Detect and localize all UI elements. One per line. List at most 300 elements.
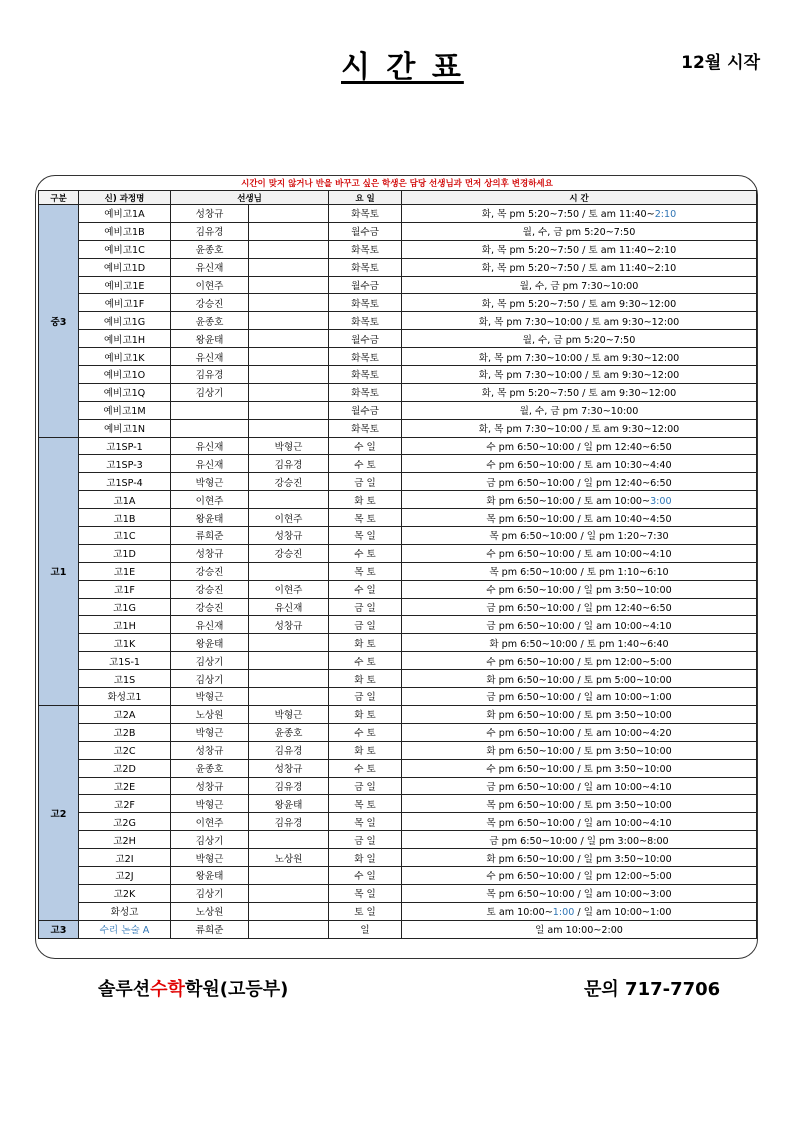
days-cell: 화목토	[329, 240, 402, 258]
days-cell: 화목토	[329, 419, 402, 437]
table-row	[39, 580, 757, 598]
time-text: 화 pm 6:50~10:00 / 토 pm 3:50~10:00	[486, 746, 672, 758]
days-cell: 화 토	[329, 705, 402, 723]
teacher2-cell	[249, 276, 329, 294]
teacher-cell: 윤종호	[171, 759, 249, 777]
days-cell: 화목토	[329, 205, 402, 223]
table-row	[39, 920, 757, 938]
course-cell: 예비고1D	[79, 258, 171, 276]
time-text: 금 pm 6:50~10:00 / 일 pm 3:00~8:00	[489, 835, 669, 847]
teacher2-cell: 이현주	[249, 509, 329, 527]
teacher-cell: 류희준	[171, 527, 249, 545]
table-row	[39, 616, 757, 634]
time-cell	[402, 866, 757, 884]
teacher2-cell	[249, 312, 329, 330]
table-row	[39, 705, 757, 723]
table-row	[39, 348, 757, 366]
time-cell	[402, 670, 757, 688]
time-cell	[402, 527, 757, 545]
teacher-cell: 성창규	[171, 544, 249, 562]
grade-cell: 중3	[39, 205, 79, 438]
teacher-cell: 김유경	[171, 366, 249, 384]
time-text: 금 pm 6:50~10:00 / 일 am 10:00~4:10	[486, 620, 672, 632]
time-text: 화 pm 6:50~10:00 / 일 pm 3:50~10:00	[486, 853, 672, 865]
teacher-cell: 유신재	[171, 258, 249, 276]
course-cell: 고1SP-3	[79, 455, 171, 473]
teacher2-cell	[249, 258, 329, 276]
table-row	[39, 652, 757, 670]
table-row	[39, 401, 757, 419]
table-header-row	[39, 191, 757, 205]
time-cell	[402, 240, 757, 258]
days-cell: 수 일	[329, 437, 402, 455]
table-row	[39, 795, 757, 813]
table-row	[39, 419, 757, 437]
time-cell	[402, 491, 757, 509]
time-cell	[402, 705, 757, 723]
days-cell: 화목토	[329, 258, 402, 276]
teacher-cell: 김상기	[171, 884, 249, 902]
time-cell	[402, 348, 757, 366]
days-cell: 목 일	[329, 527, 402, 545]
teacher-cell: 박형근	[171, 473, 249, 491]
table-row	[39, 366, 757, 384]
time-cell	[402, 366, 757, 384]
table-row	[39, 222, 757, 240]
teacher-cell: 왕윤태	[171, 634, 249, 652]
teacher-cell: 유신재	[171, 616, 249, 634]
time-text-tail: / 일 am 10:00~1:00	[577, 907, 672, 919]
course-cell: 고1B	[79, 509, 171, 527]
teacher2-cell	[249, 831, 329, 849]
time-text: 수 pm 6:50~10:00 / 일 pm 3:50~10:00	[486, 585, 672, 597]
course-cell: 고1G	[79, 598, 171, 616]
course-cell: 고1SP-4	[79, 473, 171, 491]
table-row	[39, 240, 757, 258]
schedule-body	[39, 205, 757, 939]
days-cell: 수 토	[329, 544, 402, 562]
time-cell	[402, 383, 757, 401]
course-cell: 예비고1E	[79, 276, 171, 294]
table-row	[39, 509, 757, 527]
table-row	[39, 670, 757, 688]
course-cell: 고1E	[79, 562, 171, 580]
teacher-cell: 유신재	[171, 455, 249, 473]
table-row	[39, 902, 757, 920]
days-cell: 수 토	[329, 759, 402, 777]
time-cell	[402, 276, 757, 294]
course-cell: 고2G	[79, 813, 171, 831]
teacher-cell: 왕윤태	[171, 866, 249, 884]
days-cell: 화 토	[329, 741, 402, 759]
course-cell: 예비고1G	[79, 312, 171, 330]
teacher2-cell: 김유경	[249, 813, 329, 831]
teacher-cell: 김상기	[171, 831, 249, 849]
time-cell	[402, 205, 757, 223]
teacher2-cell: 성창규	[249, 759, 329, 777]
time-cell	[402, 473, 757, 491]
teacher-cell	[171, 419, 249, 437]
time-text: 수 pm 6:50~10:00 / 토 am 10:00~4:10	[486, 549, 672, 561]
course-cell: 예비고1C	[79, 240, 171, 258]
teacher2-cell: 성창규	[249, 616, 329, 634]
days-cell: 화목토	[329, 348, 402, 366]
days-cell: 금 일	[329, 777, 402, 795]
time-text: 금 pm 6:50~10:00 / 일 am 10:00~4:10	[486, 781, 672, 793]
time-text: 수 pm 6:50~10:00 / 토 pm 12:00~5:00	[486, 656, 672, 668]
teacher-cell: 윤종호	[171, 240, 249, 258]
course-cell: 예비고1F	[79, 294, 171, 312]
time-text: 목 pm 6:50~10:00 / 토 pm 3:50~10:00	[486, 799, 672, 811]
teacher2-cell	[249, 240, 329, 258]
time-highlight: 3:00	[650, 495, 672, 507]
teacher-cell: 김유경	[171, 222, 249, 240]
teacher2-cell: 김유경	[249, 777, 329, 795]
days-cell: 수 토	[329, 455, 402, 473]
days-cell: 금 일	[329, 688, 402, 706]
time-cell	[402, 616, 757, 634]
teacher2-cell: 박형근	[249, 705, 329, 723]
teacher2-cell	[249, 884, 329, 902]
course-cell: 예비고1K	[79, 348, 171, 366]
time-cell	[402, 312, 757, 330]
time-cell	[402, 580, 757, 598]
course-cell: 고1S	[79, 670, 171, 688]
days-cell: 목 토	[329, 509, 402, 527]
time-text: 목 pm 6:50~10:00 / 토 pm 1:10~6:10	[489, 567, 669, 579]
teacher-cell: 왕윤태	[171, 330, 249, 348]
table-row	[39, 866, 757, 884]
teacher-cell: 왕윤태	[171, 509, 249, 527]
teacher2-cell	[249, 866, 329, 884]
course-cell: 화성고	[79, 902, 171, 920]
days-cell: 월수금	[329, 330, 402, 348]
header-grade: 구분	[39, 191, 79, 205]
time-text: 목 pm 6:50~10:00 / 일 am 10:00~3:00	[486, 889, 672, 901]
time-cell	[402, 455, 757, 473]
table-row	[39, 688, 757, 706]
time-cell	[402, 419, 757, 437]
header-course: 신) 과정명	[79, 191, 171, 205]
teacher2-cell	[249, 348, 329, 366]
teacher2-cell	[249, 902, 329, 920]
table-row	[39, 491, 757, 509]
table-row	[39, 473, 757, 491]
teacher-cell: 김상기	[171, 383, 249, 401]
teacher2-cell: 김유경	[249, 741, 329, 759]
table-row	[39, 258, 757, 276]
days-cell: 월수금	[329, 276, 402, 294]
time-text: 화 pm 6:50~10:00 / 토 pm 5:00~10:00	[486, 674, 672, 686]
time-text: 월, 수, 금 pm 5:20~7:50	[522, 227, 636, 239]
teacher2-cell	[249, 401, 329, 419]
notice-text: 시간이 맞지 않거나 반을 바꾸고 싶은 학생은 담당 선생님과 먼저 상의후 변경하세요	[241, 179, 553, 189]
course-cell: 수리 논술 A	[79, 920, 171, 938]
teacher-cell: 강승진	[171, 598, 249, 616]
time-text: 화 pm 6:50~10:00 / 토 pm 3:50~10:00	[486, 710, 672, 722]
table-row	[39, 544, 757, 562]
table-row	[39, 330, 757, 348]
time-text: 화 pm 6:50~10:00 / 토 pm 1:40~6:40	[489, 638, 669, 650]
time-text: 금 pm 6:50~10:00 / 일 pm 12:40~6:50	[486, 603, 672, 615]
course-cell: 고2K	[79, 884, 171, 902]
time-text: 화, 목 pm 5:20~7:50 / 토 am 9:30~12:00	[481, 298, 677, 310]
time-highlight: 1:00	[552, 907, 575, 919]
time-text: 금 pm 6:50~10:00 / 일 am 10:00~1:00	[486, 692, 672, 704]
time-cell	[402, 902, 757, 920]
teacher-cell: 박형근	[171, 723, 249, 741]
table-row	[39, 831, 757, 849]
time-cell	[402, 258, 757, 276]
teacher2-cell	[249, 383, 329, 401]
teacher-cell: 유신재	[171, 348, 249, 366]
course-cell: 고2F	[79, 795, 171, 813]
time-text: 수 pm 6:50~10:00 / 일 pm 12:00~5:00	[486, 871, 672, 883]
table-row	[39, 741, 757, 759]
course-cell: 고2D	[79, 759, 171, 777]
days-cell: 금 일	[329, 831, 402, 849]
page-title: 시 간 표	[341, 50, 464, 85]
time-text: 화 pm 6:50~10:00 / 토 am 10:00~	[486, 495, 651, 507]
contact-phone: 문의 717-7706	[584, 979, 721, 1000]
teacher2-cell	[249, 562, 329, 580]
days-cell: 화목토	[329, 312, 402, 330]
course-cell: 고2I	[79, 849, 171, 867]
time-cell	[402, 509, 757, 527]
days-cell: 수 일	[329, 580, 402, 598]
table-row	[39, 777, 757, 795]
time-cell	[402, 330, 757, 348]
days-cell: 목 토	[329, 562, 402, 580]
time-cell	[402, 437, 757, 455]
time-text: 월, 수, 금 pm 7:30~10:00	[519, 406, 639, 418]
teacher-cell: 성창규	[171, 205, 249, 223]
time-cell	[402, 562, 757, 580]
start-note: 12월 시작	[681, 53, 760, 73]
time-cell	[402, 634, 757, 652]
course-cell: 고1H	[79, 616, 171, 634]
table-row	[39, 849, 757, 867]
course-cell: 예비고1Q	[79, 383, 171, 401]
time-text: 화, 목 pm 5:20~7:50 / 토 am 11:40~	[481, 209, 655, 221]
course-cell: 고1K	[79, 634, 171, 652]
time-cell	[402, 920, 757, 938]
days-cell: 화목토	[329, 366, 402, 384]
table-row	[39, 312, 757, 330]
course-cell: 고1SP-1	[79, 437, 171, 455]
time-cell	[402, 723, 757, 741]
days-cell: 화 일	[329, 849, 402, 867]
academy-name-part: 학원(고등부)	[184, 979, 289, 1000]
time-cell	[402, 598, 757, 616]
teacher2-cell	[249, 652, 329, 670]
course-cell: 고1C	[79, 527, 171, 545]
teacher2-cell	[249, 294, 329, 312]
teacher-cell: 강승진	[171, 294, 249, 312]
teacher-cell: 박형근	[171, 688, 249, 706]
teacher-cell	[171, 401, 249, 419]
teacher2-cell	[249, 920, 329, 938]
time-cell	[402, 652, 757, 670]
time-cell	[402, 401, 757, 419]
grade-cell: 고2	[39, 705, 79, 920]
time-cell	[402, 544, 757, 562]
time-cell	[402, 884, 757, 902]
course-cell: 고2C	[79, 741, 171, 759]
time-text: 수 pm 6:50~10:00 / 일 pm 12:40~6:50	[486, 442, 672, 454]
time-text: 수 pm 6:50~10:00 / 토 pm 3:50~10:00	[486, 764, 672, 776]
teacher2-cell	[249, 205, 329, 223]
time-cell	[402, 813, 757, 831]
teacher2-cell: 김유경	[249, 455, 329, 473]
teacher2-cell	[249, 419, 329, 437]
teacher2-cell: 이현주	[249, 580, 329, 598]
teacher-cell: 강승진	[171, 562, 249, 580]
academy-name	[98, 975, 288, 1001]
days-cell: 금 일	[329, 616, 402, 634]
days-cell: 화목토	[329, 294, 402, 312]
grade-cell: 고3	[39, 920, 79, 938]
teacher-cell: 김상기	[171, 670, 249, 688]
table-row	[39, 562, 757, 580]
time-text: 화, 목 pm 7:30~10:00 / 토 am 9:30~12:00	[478, 424, 680, 436]
academy-name-part: 솔루션	[98, 979, 151, 1000]
time-text: 금 pm 6:50~10:00 / 일 pm 12:40~6:50	[486, 477, 672, 489]
teacher2-cell: 성창규	[249, 527, 329, 545]
table-row	[39, 634, 757, 652]
time-text: 목 pm 6:50~10:00 / 일 am 10:00~4:10	[486, 817, 672, 829]
table-row	[39, 527, 757, 545]
teacher2-cell: 유신재	[249, 598, 329, 616]
days-cell: 월수금	[329, 401, 402, 419]
course-cell: 예비고1H	[79, 330, 171, 348]
course-cell: 예비고1N	[79, 419, 171, 437]
teacher2-cell: 윤종호	[249, 723, 329, 741]
course-cell: 고2J	[79, 866, 171, 884]
days-cell: 화 토	[329, 670, 402, 688]
time-text: 화, 목 pm 5:20~7:50 / 토 am 11:40~2:10	[481, 245, 677, 257]
teacher-cell: 성창규	[171, 741, 249, 759]
course-cell: 고1S-1	[79, 652, 171, 670]
course-cell: 고2B	[79, 723, 171, 741]
course-cell: 예비고1M	[79, 401, 171, 419]
days-cell: 수 일	[329, 866, 402, 884]
teacher2-cell	[249, 330, 329, 348]
course-cell: 고1D	[79, 544, 171, 562]
time-text: 일 am 10:00~2:00	[535, 925, 623, 937]
time-cell	[402, 222, 757, 240]
time-cell	[402, 777, 757, 795]
table-row	[39, 723, 757, 741]
course-cell: 예비고1B	[79, 222, 171, 240]
teacher-cell: 이현주	[171, 276, 249, 294]
teacher2-cell: 강승진	[249, 544, 329, 562]
days-cell: 금 일	[329, 598, 402, 616]
course-cell: 예비고1A	[79, 205, 171, 223]
time-text: 월, 수, 금 pm 5:20~7:50	[522, 334, 636, 346]
teacher-cell: 박형근	[171, 795, 249, 813]
time-cell	[402, 849, 757, 867]
teacher-cell: 류희준	[171, 920, 249, 938]
course-cell: 고1A	[79, 491, 171, 509]
time-text: 목 pm 6:50~10:00 / 토 am 10:40~4:50	[486, 513, 672, 525]
table-row	[39, 276, 757, 294]
days-cell: 금 일	[329, 473, 402, 491]
time-text: 화, 목 pm 7:30~10:00 / 토 am 9:30~12:00	[478, 370, 680, 382]
time-cell	[402, 741, 757, 759]
time-text: 토 am 10:00~	[486, 907, 553, 919]
days-cell: 수 토	[329, 723, 402, 741]
time-text: 화, 목 pm 5:20~7:50 / 토 am 9:30~12:00	[481, 388, 677, 400]
table-row	[39, 813, 757, 831]
time-text: 화, 목 pm 7:30~10:00 / 토 am 9:30~12:00	[478, 316, 680, 328]
teacher2-cell: 노상원	[249, 849, 329, 867]
time-text: 화, 목 pm 7:30~10:00 / 토 am 9:30~12:00	[478, 352, 680, 364]
teacher2-cell	[249, 634, 329, 652]
table-row	[39, 598, 757, 616]
days-cell: 목 토	[329, 795, 402, 813]
course-cell: 고2A	[79, 705, 171, 723]
table-row	[39, 884, 757, 902]
schedule-table	[38, 190, 757, 939]
teacher-cell: 성창규	[171, 777, 249, 795]
header-days: 요 일	[329, 191, 402, 205]
time-text: 화, 목 pm 5:20~7:50 / 토 am 11:40~2:10	[481, 263, 677, 275]
header-teacher: 선생님	[171, 191, 329, 205]
time-text: 월, 수, 금 pm 7:30~10:00	[519, 281, 639, 292]
teacher-cell: 노상원	[171, 705, 249, 723]
teacher-cell: 박형근	[171, 849, 249, 867]
teacher-cell: 노상원	[171, 902, 249, 920]
days-cell: 목 일	[329, 884, 402, 902]
table-row	[39, 383, 757, 401]
time-cell	[402, 294, 757, 312]
days-cell: 목 일	[329, 813, 402, 831]
teacher2-cell	[249, 491, 329, 509]
teacher2-cell	[249, 222, 329, 240]
table-row	[39, 455, 757, 473]
header-time: 시 간	[402, 191, 757, 205]
academy-name-highlight: 수학	[150, 979, 185, 1000]
table-row	[39, 205, 757, 223]
teacher-cell: 김상기	[171, 652, 249, 670]
table-row	[39, 294, 757, 312]
course-cell: 고1F	[79, 580, 171, 598]
time-highlight: 2:10	[654, 209, 677, 221]
days-cell: 화 토	[329, 491, 402, 509]
time-cell	[402, 831, 757, 849]
teacher-cell: 윤종호	[171, 312, 249, 330]
table-row	[39, 437, 757, 455]
grade-cell: 고1	[39, 437, 79, 705]
teacher-cell: 유신재	[171, 437, 249, 455]
time-text: 수 pm 6:50~10:00 / 토 am 10:00~4:20	[486, 728, 672, 740]
time-text: 수 pm 6:50~10:00 / 토 am 10:30~4:40	[486, 459, 672, 471]
days-cell: 토 일	[329, 902, 402, 920]
days-cell: 화 토	[329, 634, 402, 652]
course-cell: 고2H	[79, 831, 171, 849]
teacher2-cell: 왕윤태	[249, 795, 329, 813]
course-cell: 화성고1	[79, 688, 171, 706]
days-cell: 수 토	[329, 652, 402, 670]
course-cell: 예비고1O	[79, 366, 171, 384]
teacher2-cell	[249, 688, 329, 706]
time-text: 목 pm 6:50~10:00 / 일 pm 1:20~7:30	[489, 531, 669, 543]
teacher2-cell	[249, 670, 329, 688]
teacher-cell: 강승진	[171, 580, 249, 598]
teacher-cell: 이현주	[171, 813, 249, 831]
teacher-cell: 이현주	[171, 491, 249, 509]
